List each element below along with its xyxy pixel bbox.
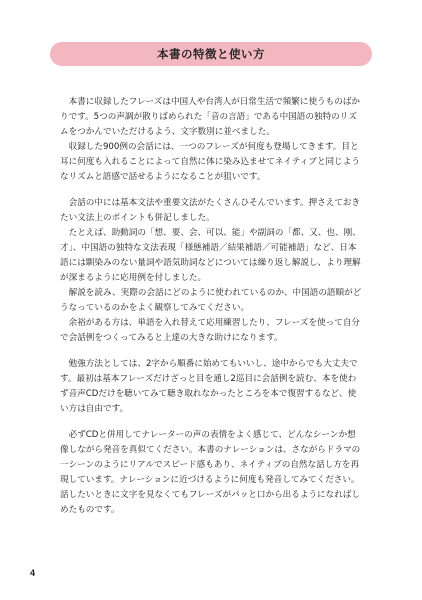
paragraph: 余裕がある方は、単語を入れ替えて応用練習したり、フレーズを使って自分で会話例をつくってみると上達の大きな助けになります。	[60, 318, 361, 343]
paragraph-spacer	[60, 185, 364, 196]
paragraph: 会話の中には基本文法や重要文法がたくさんひそんでいます。押さえておきたい文法上のポイントも併記しました。	[60, 198, 361, 223]
paragraph: たとえば、助動詞の「想、要、会、可以、能」や副詞の「都、又、也、刚、才」、中国語の独特な文法表現「様態補語／結果補語／可能補語」など、日本語には馴染みのない量詞や語気助詞などについては繰り返し解説し、より理解が深まるように応用例を付しました。	[60, 228, 361, 283]
paragraph: 解説を読み、実際の会話にどのように使われているのか、中国語の語順がどうなっているのかをよく観察してみてください。	[60, 288, 362, 313]
paragraph: 必ずCDと併用してナレーターの声の表情をよく感じて、どんなシーンか想像しながら発音を真似てください。本書のナレーションは、さながらドラマの一シーンのようにリアルでスピード感もあり、ネイティブの自然な話し方を再現しています。ナレーションに近づけるように何度も発音してみてください。話したいときに文字を見なくてもフレーズがパッと口から出るようになればしめたものです。	[60, 430, 361, 515]
section-title-banner	[50, 42, 372, 66]
page-number: 4	[30, 568, 36, 578]
section-title: 本書の特徴と使い方	[157, 47, 265, 61]
paragraph-spacer	[60, 346, 364, 357]
paragraph: 収録した900例の会話には、一つのフレーズが何度も登場してきます。目と耳に何度も入れることによって自然に体に染み込ませてネイティブと同じようなリズムと語感で話せるようになることが狙いです。	[60, 142, 360, 182]
body-text	[60, 95, 364, 518]
paragraph-spacer	[60, 417, 364, 428]
paragraph: 本書に収録したフレーズは中国人や台湾人が日常生活で頻繁に使うものばかりです。5つの声調が散りばめられた「音の言語」である中国語の独特のリズムをつかんでいただけるよう、文字数別に並べました。	[60, 97, 361, 137]
paragraph: 勉強方法としては、2字から順番に始めてもいいし、途中からでも大丈夫です。最初は基本フレーズだけざっと目を通し2巡目に会話例を読む、本を使わず音声CDだけを聴いてみて聴き取れなかったところを本で復習するなど、使い方は自由です。	[60, 359, 358, 414]
